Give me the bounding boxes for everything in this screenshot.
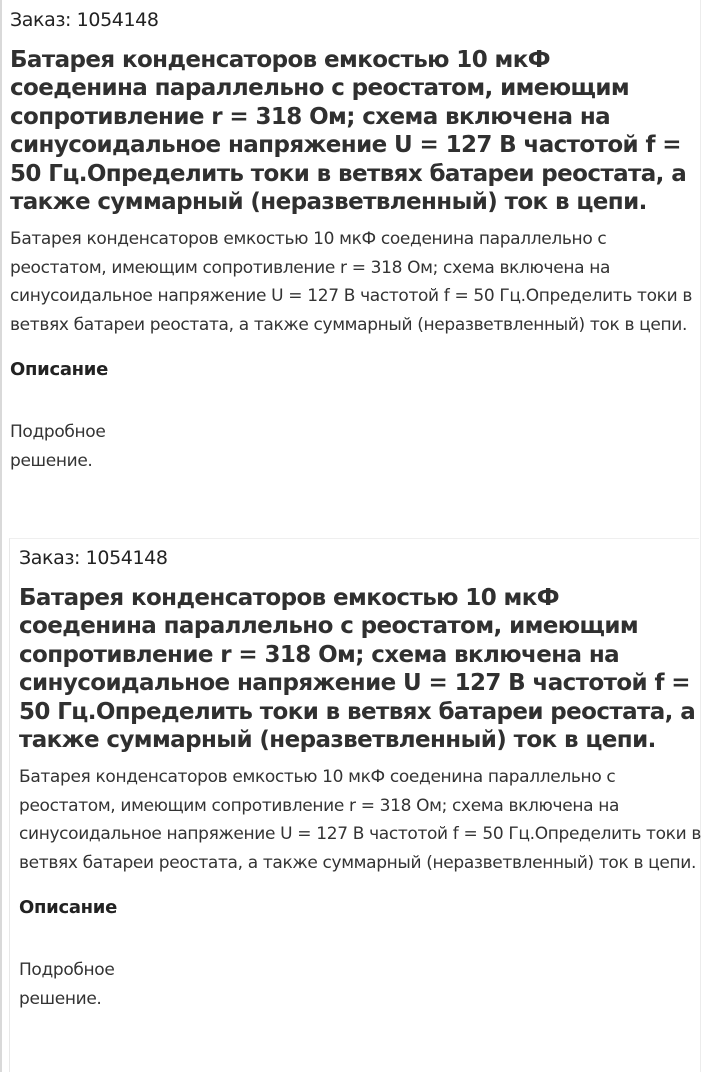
task-description: Батарея конденсаторов емкостью 10 мкФ соеденина параллельно с реостатом, имеющим сопротивление r = 318 Ом; схема включена на синусоидальное напряжение U = 127 В частотой f = 50 Гц.Определить токи в ветвях батареи реостата, а также суммарный (неразветвленный) ток в цепи. [10,229,693,335]
order-number: Заказ: 1054148 [19,547,168,569]
order-card-duplicate [9,538,699,1072]
task-description: Батарея конденсаторов емкостью 10 мкФ соеденина параллельно с реостатом, имеющим сопротивление r = 318 Ом; схема включена на синусоидальное напряжение U = 127 В частотой f = 50 Гц.Определить токи в ветвях батареи реостата, а также суммарный (неразветвленный) ток в цепи. [19,767,701,873]
description-heading: Описание [19,897,118,919]
task-title: Батарея конденсаторов емкостью 10 мкФ соеденина параллельно с реостатом, имеющим сопротивление r = 318 Ом; схема включена на синусоидальное напряжение U = 127 В частотой f = 50 Гц.Определить токи в ветвях батареи реостата, а также суммарный (неразветвленный) ток в цепи. [10,47,687,216]
task-title: Батарея конденсаторов емкостью 10 мкФ соеденина параллельно с реостатом, имеющим сопротивление r = 318 Ом; схема включена на синусоидальное напряжение U = 127 В частотой f = 50 Гц.Определить токи в ветвях батареи реостата, а также суммарный (неразветвленный) ток в цепи. [19,585,696,754]
description-text: Подробное решение. [10,422,106,471]
description-text: Подробное решение. [19,960,115,1009]
description-heading: Описание [10,359,109,381]
order-number: Заказ: 1054148 [10,9,159,31]
